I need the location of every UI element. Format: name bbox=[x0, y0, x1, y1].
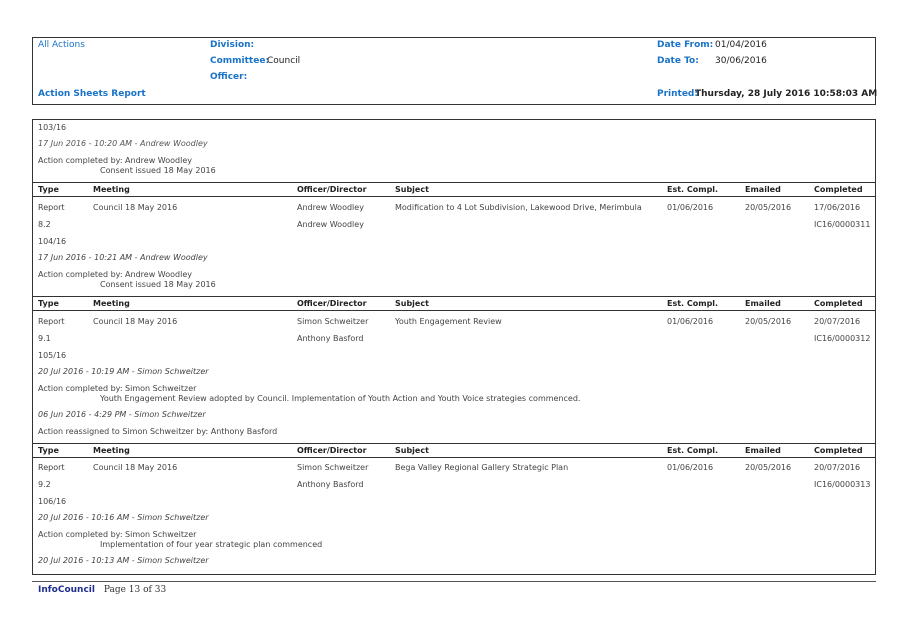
col-completed: Completed bbox=[814, 299, 863, 308]
col-type: Type bbox=[38, 299, 59, 308]
col-emailed: Emailed bbox=[745, 446, 781, 455]
table-header-row bbox=[33, 443, 875, 458]
item-ref: IC16/0000312 bbox=[814, 334, 871, 343]
page-number: Page 13 of 33 bbox=[103, 585, 167, 595]
note-comment: Youth Engagement Review adopted by Council. Implementation of Youth Action and Youth Voice strategies commenced. bbox=[100, 394, 581, 403]
item-emailed: 20/05/2016 bbox=[745, 463, 792, 472]
item-number: 8.2 bbox=[38, 220, 51, 229]
item-number: 9.1 bbox=[38, 334, 51, 343]
col-meeting: Meeting bbox=[93, 446, 130, 455]
action-id: 104/16 bbox=[38, 237, 67, 246]
col-type: Type bbox=[38, 446, 59, 455]
date-to-label: Date To: bbox=[657, 56, 699, 66]
item-completed: 20/07/2016 bbox=[814, 317, 861, 326]
division-label: Division: bbox=[210, 40, 255, 50]
report-header bbox=[32, 37, 876, 105]
item-ref: IC16/0000313 bbox=[814, 480, 871, 489]
note-comment: Consent issued 18 May 2016 bbox=[100, 166, 216, 175]
col-completed: Completed bbox=[814, 185, 863, 194]
col-completed: Completed bbox=[814, 446, 863, 455]
item-subject: Youth Engagement Review bbox=[395, 317, 502, 326]
date-to-value: 30/06/2016 bbox=[715, 56, 767, 66]
item-completed: 20/07/2016 bbox=[814, 463, 861, 472]
item-est-compl: 01/06/2016 bbox=[667, 203, 714, 212]
item-meeting: Council 18 May 2016 bbox=[93, 203, 178, 212]
table-header-row bbox=[33, 182, 875, 197]
item-type: Report bbox=[38, 463, 65, 472]
brand-name: InfoCouncil bbox=[38, 585, 95, 595]
item-director: Anthony Basford bbox=[297, 480, 364, 489]
item-subject: Modification to 4 Lot Subdivision, Lakewood Drive, Merimbula bbox=[395, 203, 642, 212]
action-id: 105/16 bbox=[38, 351, 67, 360]
date-from-value: 01/04/2016 bbox=[715, 40, 767, 50]
item-emailed: 20/05/2016 bbox=[745, 203, 792, 212]
item-officer: Andrew Woodley bbox=[297, 203, 364, 212]
note-time: 06 Jun 2016 - 4:29 PM - Simon Schweitzer bbox=[38, 410, 206, 419]
item-subject: Bega Valley Regional Gallery Strategic Plan bbox=[395, 463, 569, 472]
item-meeting: Council 18 May 2016 bbox=[93, 317, 178, 326]
note-time: 17 Jun 2016 - 10:21 AM - Andrew Woodley bbox=[38, 253, 208, 262]
scope-label: All Actions bbox=[38, 40, 85, 50]
col-officer: Officer/Director bbox=[297, 446, 367, 455]
col-emailed: Emailed bbox=[745, 185, 781, 194]
page-footer bbox=[38, 585, 166, 595]
item-completed: 17/06/2016 bbox=[814, 203, 861, 212]
report-title: Action Sheets Report bbox=[38, 89, 146, 99]
item-director: Anthony Basford bbox=[297, 334, 364, 343]
table-header-row bbox=[33, 296, 875, 311]
col-officer: Officer/Director bbox=[297, 185, 367, 194]
item-director: Andrew Woodley bbox=[297, 220, 364, 229]
col-emailed: Emailed bbox=[745, 299, 781, 308]
note-time: 17 Jun 2016 - 10:20 AM - Andrew Woodley bbox=[38, 139, 208, 148]
item-officer: Simon Schweitzer bbox=[297, 317, 369, 326]
note-time: 20 Jul 2016 - 10:19 AM - Simon Schweitzer bbox=[38, 367, 209, 376]
col-est-compl: Est. Compl. bbox=[667, 446, 719, 455]
item-type: Report bbox=[38, 317, 65, 326]
note-text: Action completed by: Simon Schweitzer bbox=[38, 384, 197, 393]
action-id: 106/16 bbox=[38, 497, 67, 506]
note-comment: Consent issued 18 May 2016 bbox=[100, 280, 216, 289]
committee-label: Committee: bbox=[210, 56, 270, 66]
item-number: 9.2 bbox=[38, 480, 51, 489]
col-type: Type bbox=[38, 185, 59, 194]
action-id: 103/16 bbox=[38, 123, 67, 132]
note-time: 20 Jul 2016 - 10:16 AM - Simon Schweitzer bbox=[38, 513, 209, 522]
date-from-label: Date From: bbox=[657, 40, 714, 50]
note-text: Action completed by: Andrew Woodley bbox=[38, 156, 192, 165]
note-text: Action completed by: Andrew Woodley bbox=[38, 270, 192, 279]
item-ref: IC16/0000311 bbox=[814, 220, 871, 229]
item-est-compl: 01/06/2016 bbox=[667, 463, 714, 472]
officer-label: Officer: bbox=[210, 72, 248, 82]
printed-label: Printed: bbox=[657, 89, 698, 99]
col-officer: Officer/Director bbox=[297, 299, 367, 308]
item-type: Report bbox=[38, 203, 65, 212]
col-subject: Subject bbox=[395, 299, 429, 308]
committee-value: Council bbox=[267, 56, 301, 66]
item-emailed: 20/05/2016 bbox=[745, 317, 792, 326]
item-est-compl: 01/06/2016 bbox=[667, 317, 714, 326]
col-meeting: Meeting bbox=[93, 185, 130, 194]
col-subject: Subject bbox=[395, 446, 429, 455]
col-est-compl: Est. Compl. bbox=[667, 185, 719, 194]
footer-divider bbox=[32, 581, 876, 582]
col-meeting: Meeting bbox=[93, 299, 130, 308]
note-text: Action reassigned to Simon Schweitzer by: Anthony Basford bbox=[38, 427, 278, 436]
item-meeting: Council 18 May 2016 bbox=[93, 463, 178, 472]
item-officer: Simon Schweitzer bbox=[297, 463, 369, 472]
col-est-compl: Est. Compl. bbox=[667, 299, 719, 308]
printed-value: Thursday, 28 July 2016 10:58:03 AM bbox=[695, 89, 878, 99]
note-text: Action completed by: Simon Schweitzer bbox=[38, 530, 197, 539]
actions-table bbox=[32, 119, 876, 575]
note-time: 20 Jul 2016 - 10:13 AM - Simon Schweitzer bbox=[38, 556, 209, 565]
note-comment: Implementation of four year strategic plan commenced bbox=[100, 540, 323, 549]
col-subject: Subject bbox=[395, 185, 429, 194]
